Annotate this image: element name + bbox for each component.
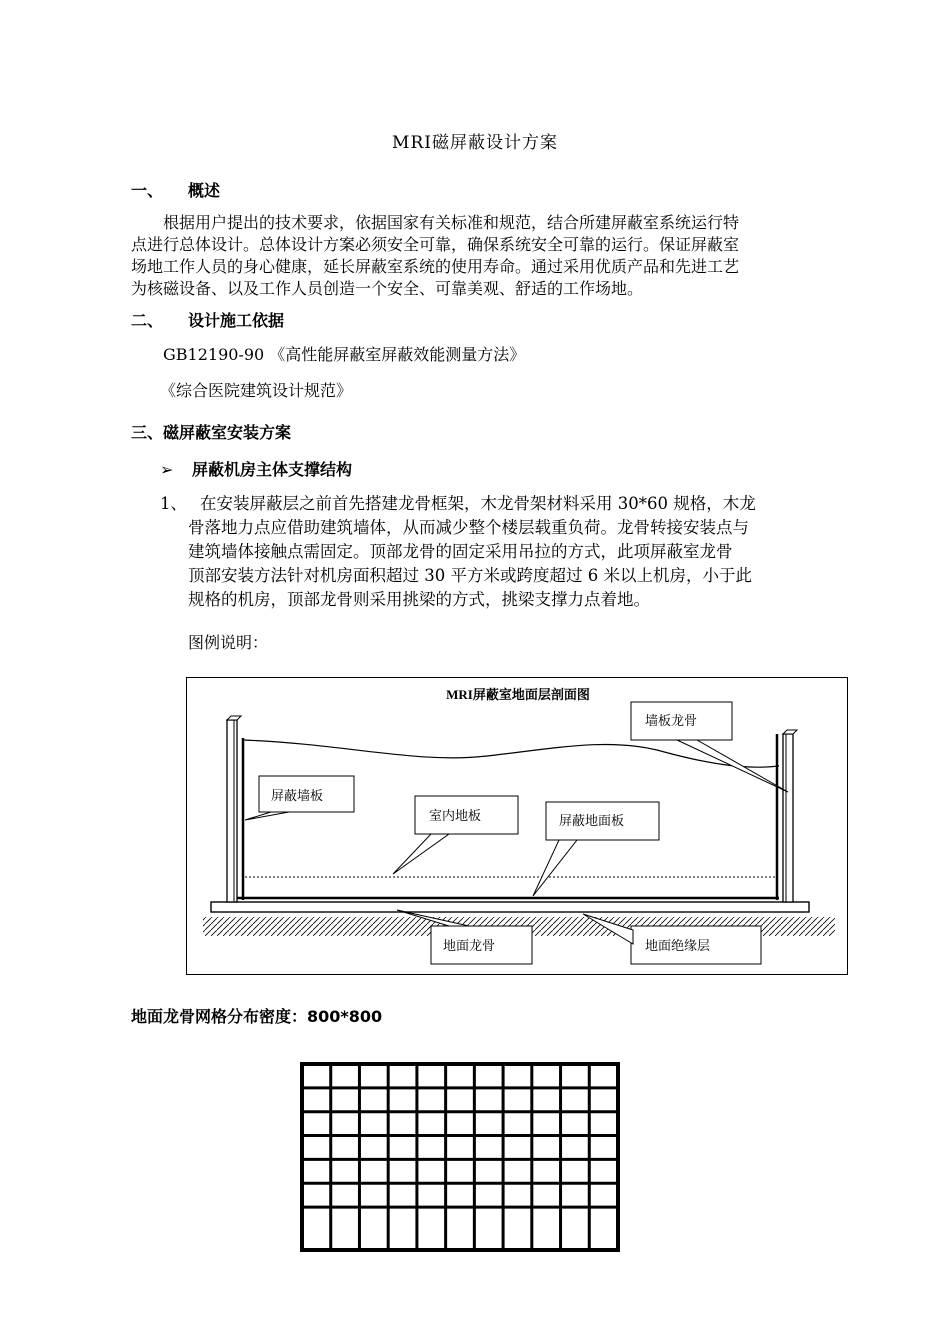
reference-code: 《综合医院建筑设计规范》: [160, 381, 353, 400]
diagram-title: MRI屏蔽室地面层剖面图: [446, 687, 590, 702]
grid-heading: 地面龙骨网格分布密度：800*800: [131, 1007, 383, 1026]
label-floor-insulation: 地面绝缘层: [645, 939, 711, 954]
overview-line: 根据用户提出的技术要求，依据国家有关标准和规范，结合所建屏蔽室系统运行特: [163, 213, 740, 232]
label-shield-floor: 屏蔽地面板: [559, 814, 625, 829]
floor-keel-slab: [211, 902, 809, 912]
legend-label: 图例说明：: [188, 633, 269, 652]
item-1-line: 在安装屏蔽层之前首先搭建龙骨框架，木龙骨架材料采用 30*60 规格，木龙: [200, 494, 756, 513]
section-1-title: 概述: [188, 181, 221, 200]
callout-shield-floor-pointer: [533, 840, 577, 896]
bullet-heading-text: 屏蔽机房主体支撑结构: [192, 460, 353, 479]
arrow-bullet-icon: ➢: [160, 460, 174, 479]
right-wall-keel-cap: [783, 730, 797, 734]
label-floor-keel: 地面龙骨: [443, 939, 496, 954]
overview-line: 场地工作人员的身心健康，延长屏蔽室系统的使用寿命。通过采用优质产品和先进工艺: [131, 257, 740, 276]
ground-clear: [203, 912, 835, 917]
left-wall-keel: [227, 720, 237, 902]
cross-section-drawing: [187, 678, 849, 976]
page-title: MRI磁屏蔽设计方案: [392, 133, 558, 153]
item-1: [160, 492, 860, 612]
reference-standard: GB12190-90 《高性能屏蔽室屏蔽效能测量方法》: [163, 345, 526, 364]
item-1-number: 1、: [160, 494, 187, 513]
left-wall-keel-cap: [227, 716, 241, 720]
right-wall-keel: [783, 734, 793, 902]
overview-line: 为核磁设备、以及工作人员创造一个安全、可靠美观、舒适的工作场地。: [131, 279, 644, 298]
item-1-line: 建筑墙体接触点需固定。顶部龙骨的固定采用吊拉的方式，此项屏蔽室龙骨: [188, 542, 733, 561]
keel-grid-figure: [300, 1062, 620, 1252]
section-2-title: 设计施工依据: [188, 311, 285, 330]
section-1-heading: [131, 178, 220, 201]
section-2-number: 二、: [131, 311, 164, 330]
callout-wall-keel-pointer: [677, 740, 788, 792]
item-1-line: 骨落地力点应借助建筑墙体，从而减少整个楼层载重负荷。龙骨转接安装点与: [188, 518, 749, 537]
grid-border: [302, 1064, 618, 1250]
overview-line: 点进行总体设计。总体设计方案必须安全可靠，确保系统安全可靠的运行。保证屏蔽室: [131, 235, 740, 254]
callout-shield-wall-pointer: [245, 812, 289, 820]
section-2-heading: [131, 308, 284, 331]
label-shield-wall: 屏蔽墙板: [271, 789, 324, 804]
keel-grid: [300, 1062, 620, 1252]
section-1-number: 一、: [131, 181, 164, 200]
overview-paragraph: [131, 212, 851, 300]
label-wall-keel: 墙板龙骨: [645, 714, 698, 729]
item-1-line: 顶部安装方法针对机房面积超过 30 平方米或跨度超过 6 米以上机房，小于此: [188, 566, 752, 585]
cross-section-diagram: [186, 677, 848, 975]
section-3-heading: 三、磁屏蔽室安装方案: [131, 423, 292, 442]
label-indoor-floor: 室内地板: [429, 809, 482, 824]
item-1-line: 规格的机房，顶部龙骨则采用挑梁的方式，挑梁支撑力点着地。: [188, 590, 650, 609]
callout-indoor-floor-pointer: [393, 834, 449, 874]
bullet-heading: [160, 457, 352, 480]
